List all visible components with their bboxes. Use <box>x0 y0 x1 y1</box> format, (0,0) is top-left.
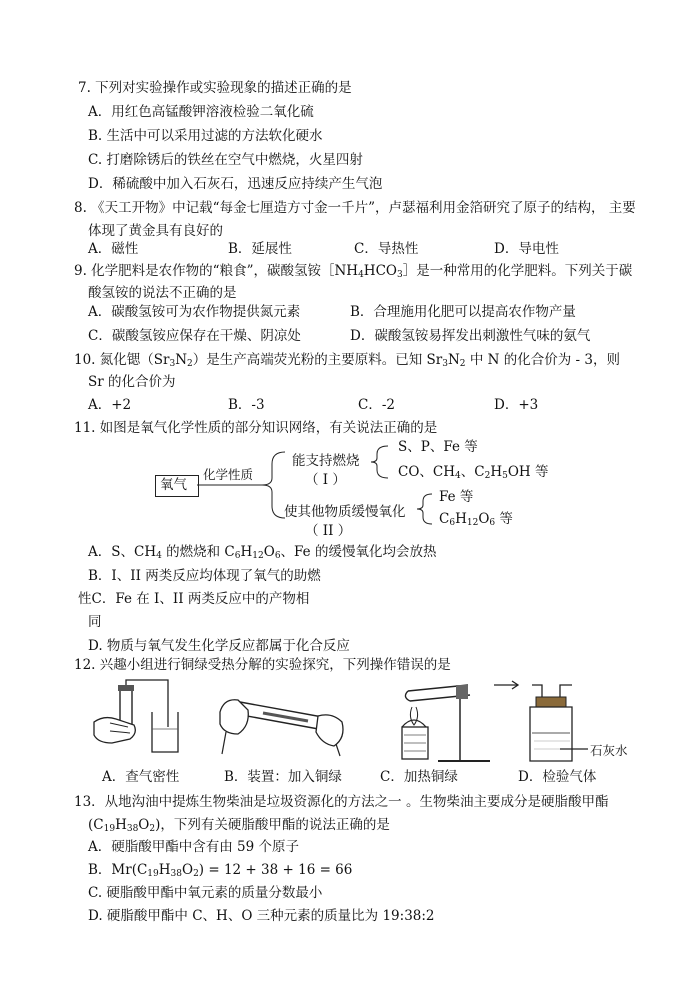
supports-combustion-label: 能支持燃烧 <box>292 453 360 469</box>
q8-option-d: D．导电性 <box>494 241 559 257</box>
q11-option-c-line2: 同 <box>88 614 102 630</box>
q11-option-a: A．S、$CH_4$ 的燃烧和 $C_6H_{12}O_6$、Fe 的缓慢氧化均会放热 <box>88 544 437 561</box>
q8-stem-line2: 体现了黄金具有良好的 <box>88 223 223 239</box>
q13-option-c: C. 硬脂酸甲酯中氧元素的质量分数最小 <box>88 885 323 901</box>
chemical-property-label: 化学性质 <box>203 467 254 482</box>
q9-stem-line2: 酸氢铵的说法不正确的是 <box>88 285 237 301</box>
q13-option-a: A．硬脂酸甲酯中含有由 59 个原子 <box>88 839 300 855</box>
slow-oxidation-label: 使其他物质缓慢氧化 <box>284 504 406 520</box>
combustion-examples-1: S、P、Fe 等 <box>398 439 478 455</box>
q7-option-b: B. 生活中可以采用过滤的方法软化硬水 <box>88 128 323 144</box>
q11-stem: 11. 如图是氧气化学性质的部分知识网络，有关说法正确的是 <box>74 420 438 436</box>
category-one-label: （ I ） <box>305 472 346 488</box>
heating-figure <box>398 677 493 767</box>
q12-option-b: B．装置：加入铜绿 <box>224 769 342 785</box>
q8-option-a: A．磁性 <box>88 241 139 257</box>
q9-option-d: D．碳酸氢铵易挥发出刺激性气味的氨气 <box>350 328 591 344</box>
q10-option-d: D．+3 <box>494 397 539 413</box>
q7-option-c: C. 打磨除锈后的铁丝在空气中燃烧，火星四射 <box>88 152 363 168</box>
q10-option-a: A．+2 <box>88 397 132 413</box>
q10-option-c: C．-2 <box>358 397 395 413</box>
category-two-label: （ II ） <box>305 523 352 539</box>
q10-stem: 10. 氮化锶$(Sr_3N_2)$是生产高端荧光粉的主要原料。已知 $Sr_3N_2$ 中 N 的化合价为 - 3，则 <box>74 352 620 369</box>
q10-stem-line2: Sr 的化合价为 <box>88 374 176 390</box>
q9-option-b: B．合理施用化肥可以提高农作物产量 <box>350 304 576 320</box>
q11-option-b: B．I、II 两类反应均体现了氧气的助燃 <box>88 568 321 584</box>
oxidation-examples-1: Fe 等 <box>439 489 474 505</box>
q7-option-d: D．稀硫酸中加入石灰石，迅速反应持续产生气泡 <box>88 176 383 192</box>
q11-option-c: 性C．Fe 在 I、II 两类反应中的产物相 <box>78 591 310 607</box>
q12-option-c: C．加热铜绿 <box>380 769 458 785</box>
q12-option-a: A．查气密性 <box>102 769 180 785</box>
q9-option-c: C．碳酸氢铵应保存在干燥、阴凉处 <box>88 328 301 344</box>
q9-option-a: A．碳酸氢铵可为农作物提供氮元素 <box>88 304 301 320</box>
adding-powder-figure <box>218 688 348 758</box>
q8-option-c: C．导热性 <box>354 241 419 257</box>
q7-stem: 7. 下列对实验操作或实验现象的描述正确的是 <box>78 80 352 96</box>
q12-stem: 12. 兴趣小组进行铜绿受热分解的实验探究，下列操作错误的是 <box>74 657 451 673</box>
q12-option-d: D．检验气体 <box>518 769 597 785</box>
q8-option-b: B．延展性 <box>228 241 292 257</box>
q13-stem: 13．从地沟油中提炼生物柴油是垃圾资源化的方法之一 。生物柴油主要成分是硬脂酸甲酯 <box>74 794 609 810</box>
combustion-examples-2: CO、$CH_4$、$C_2H_5OH$ 等 <box>398 464 549 481</box>
q13-option-b: B．$Mr(C_{19}H_{38}O_2) = 12 + 38 + 16 = 66$ <box>88 862 353 879</box>
oxidation-examples-2: $C_6H_{12}O_6$ 等 <box>439 511 513 528</box>
q13-formula-line: $(C_{19}H_{38}O_2)$，下列有关硬脂酸甲酯的说法正确的是 <box>88 817 390 834</box>
q10-option-b: B．-3 <box>228 397 265 413</box>
limewater-label: 石灰水 <box>590 743 628 758</box>
q7-option-a: A．用红色高锰酸钾溶液检验二氧化硫 <box>88 104 314 120</box>
q9-stem: 9. 化学肥料是农作物的“粮食”，碳酸氢铵$[NH_4HCO_3]$是一种常用的化学肥料。下列关于碳 <box>74 263 633 280</box>
oxygen-label: 氧气 <box>160 477 187 493</box>
q8-stem: 8. 《天工开物》中记载“每金七厘造方寸金一千片”，卢瑟福利用金箔研究了原子的结构， 主要 <box>74 200 636 216</box>
q11-option-d: D. 物质与氧气发生化学反应都属于化合反应 <box>88 638 350 654</box>
q13-option-d: D. 硬脂酸甲酯中 C、H、O 三种元素的质量比为 19:38:2 <box>88 908 435 924</box>
airtightness-check-figure <box>90 677 180 767</box>
